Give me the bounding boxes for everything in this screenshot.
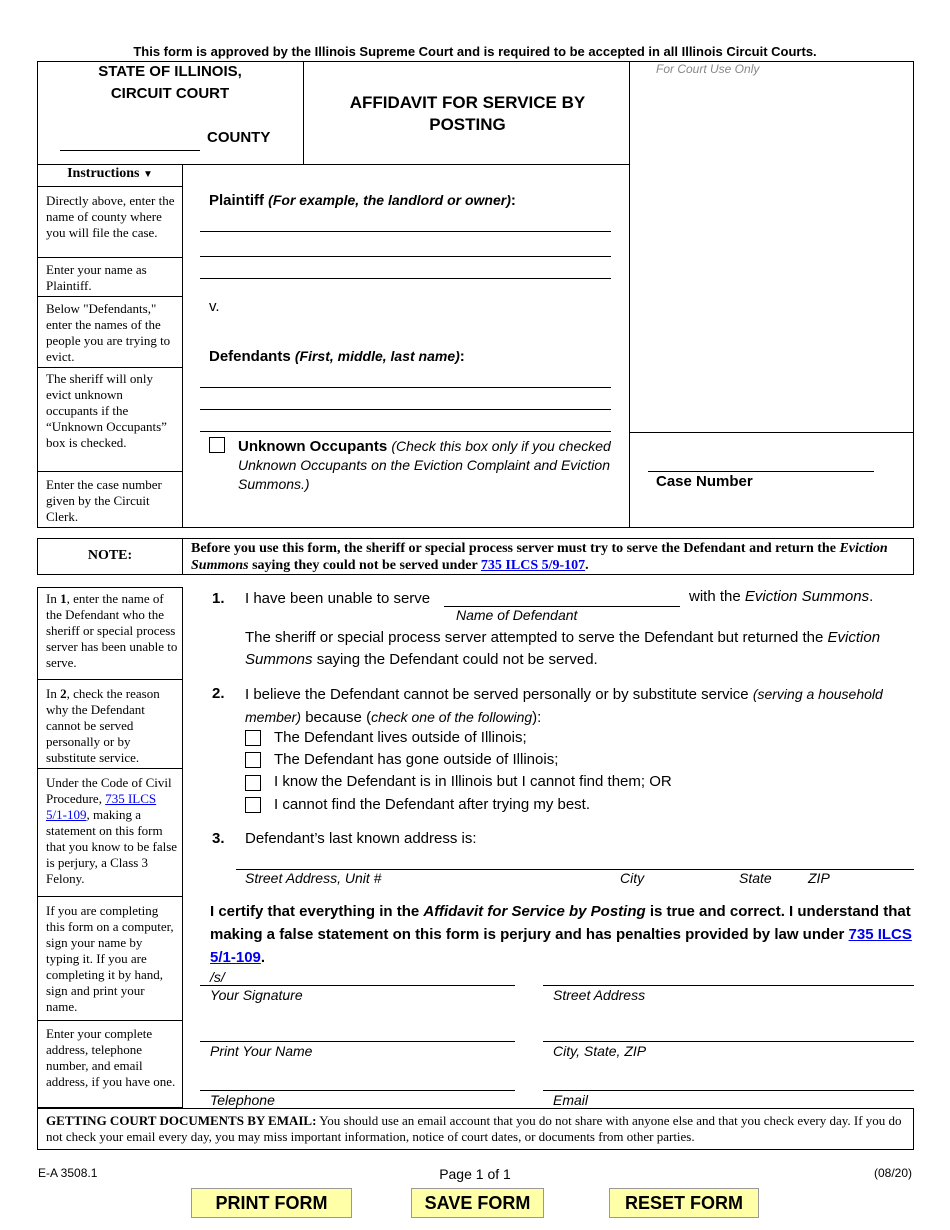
side-item-2: In 2, check the reason why the Defendant cannot be served personally or by substitute service. — [46, 686, 160, 765]
case-number-label: Case Number — [656, 473, 753, 490]
note-label: NOTE: — [87, 548, 133, 563]
plaintiff-heading: Plaintiff (For example, the landlord or owner): — [209, 192, 516, 209]
county-field[interactable] — [60, 150, 200, 151]
unknown-occupants-label: Unknown Occupants (Check this box only if you checked Unknown Occupants on the Eviction Complaint and Eviction Summons.) — [238, 438, 611, 492]
item1-paragraph: The sheriff or special process server attempted to serve the Defendant but returned the Eviction Summons saying the Defendant could not be served. — [245, 629, 881, 668]
option-cannot-find-checkbox[interactable] — [245, 797, 261, 813]
defendants-heading: Defendants (First, middle, last name): — [209, 348, 465, 365]
link-735-ilcs-5-9-107[interactable]: 735 ILCS 5/9-107 — [480, 558, 586, 573]
signature-field[interactable] — [200, 985, 515, 986]
item1-number: 1. — [212, 590, 225, 607]
certification-text: I certify that everything in the Affidavit for Service by Posting is true and correct. I understand that making a false statement on this form is perjury and has penalties provided by law under 735 ILCS 5/1-109. — [210, 903, 912, 966]
link-735-ilcs-5-1-109-certify[interactable]: 735 ILCS 5/1-109 — [210, 926, 912, 966]
your-signature-label: Your Signature — [210, 987, 303, 1003]
instruction-case-number: Enter the case number given by the Circuit Clerk. — [46, 477, 162, 524]
item3-text: Defendant’s last known address is: — [245, 830, 477, 847]
state-label: STATE OF ILLINOIS, — [98, 63, 242, 80]
court-label: CIRCUIT COURT — [110, 85, 230, 102]
side-item-4: If you are completing this form on a computer, sign your name by typing it. If you are completing it by hand, sign and print your name. — [46, 903, 174, 1014]
city-state-zip-field[interactable] — [543, 1041, 914, 1042]
street-address-field[interactable] — [543, 985, 914, 986]
case-number-field[interactable] — [648, 471, 874, 472]
form-title: AFFIDAVIT FOR SERVICE BY POSTING — [349, 93, 586, 134]
plaintiff-line-1[interactable] — [200, 231, 611, 232]
option-in-illinois-label: I know the Defendant is in Illinois but I cannot find them; OR — [274, 773, 672, 790]
option-lives-outside-checkbox[interactable] — [245, 730, 261, 746]
top-note: This form is approved by the Illinois Supreme Court and is required to be accepted in all Illinois Circuit Courts. — [133, 44, 817, 59]
plaintiff-line-3[interactable] — [200, 278, 611, 279]
defendants-line-3[interactable] — [200, 431, 611, 432]
defendants-line-2[interactable] — [200, 409, 611, 410]
instructions-toggle[interactable]: Instructions ▼ — [67, 166, 153, 181]
side-item-1: In 1, enter the name of the Defendant who the sheriff or special process server has been unable to serve. — [46, 591, 178, 670]
county-label: COUNTY — [207, 129, 271, 146]
print-name-label: Print Your Name — [210, 1043, 313, 1059]
item3-number: 3. — [212, 830, 225, 847]
side-item-5: Enter your complete address, telephone number, and email address, if you have one. — [46, 1026, 176, 1089]
option-in-illinois-checkbox[interactable] — [245, 775, 261, 791]
side-item-3: Under the Code of Civil Procedure, 735 ILCS 5/1-109, making a statement on this form that you know to be false is perjury, a Class 3 Felony. — [46, 775, 178, 886]
option-lives-outside-label: The Defendant lives outside of Illinois; — [274, 729, 527, 746]
email-notice-text: GETTING COURT DOCUMENTS BY EMAIL: You should use an email account that you do not share with anyone else and that you check every day. If you do not check your email every day, you may miss important information, notice of court dates, or documents from other parties. — [46, 1113, 902, 1144]
revision-date: (08/20) — [873, 1166, 912, 1180]
option-gone-outside-label: The Defendant has gone outside of Illinois; — [274, 751, 559, 768]
option-cannot-find-label: I cannot find the Defendant after trying my best. — [274, 796, 591, 813]
city-state-zip-label: City, State, ZIP — [553, 1043, 647, 1059]
item2-text: I believe the Defendant cannot be served personally or by substitute service (serving a household member) because (check one of the following): — [245, 686, 883, 726]
option-gone-outside-checkbox[interactable] — [245, 752, 261, 768]
city-label: City — [620, 870, 645, 886]
item1-after: with the Eviction Summons. — [689, 588, 874, 605]
defendant-name-label: Name of Defendant — [456, 607, 578, 623]
court-use-label: For Court Use Only — [656, 62, 760, 76]
triangle-down-icon: ▼ — [142, 169, 153, 180]
versus-label: v. — [209, 298, 220, 315]
telephone-label: Telephone — [210, 1092, 275, 1108]
print-form-button[interactable]: PRINT FORM — [191, 1188, 352, 1218]
link-735-ilcs-5-1-109-side[interactable]: 735 ILCS 5/1-109 — [46, 791, 157, 822]
print-name-field[interactable] — [200, 1041, 515, 1042]
instruction-county: Directly above, enter the name of county where you will file the case. — [46, 193, 175, 240]
street-address-label: Street Address — [553, 987, 646, 1003]
email-label: Email — [553, 1092, 589, 1108]
save-form-button[interactable]: SAVE FORM — [411, 1188, 544, 1218]
email-field[interactable] — [543, 1090, 914, 1091]
state-label-address: State — [739, 870, 772, 886]
item1-text: I have been unable to serve — [245, 590, 431, 607]
unknown-occupants-checkbox[interactable] — [209, 437, 225, 453]
instruction-unknown-occupants: The sheriff will only evict unknown occupants if the “Unknown Occupants” box is checked. — [46, 371, 167, 450]
instruction-defendants: Below "Defendants," enter the names of the people you are trying to evict. — [46, 301, 171, 364]
instruction-plaintiff: Enter your name as Plaintiff. — [46, 262, 147, 293]
plaintiff-line-2[interactable] — [200, 256, 611, 257]
page-number: Page 1 of 1 — [439, 1166, 511, 1182]
form-id: E-A 3508.1 — [38, 1166, 98, 1180]
note-text: Before you use this form, the sheriff or special process server must try to serve the Defendant and return the Eviction Summons saying they could not be served under 735 ILCS 5/9-107. — [191, 541, 888, 573]
zip-label: ZIP — [808, 870, 830, 886]
telephone-field[interactable] — [200, 1090, 515, 1091]
signature-value[interactable]: /s/ — [210, 969, 225, 985]
reset-form-button[interactable]: RESET FORM — [609, 1188, 759, 1218]
item2-number: 2. — [212, 685, 225, 702]
street-label: Street Address, Unit # — [245, 870, 382, 886]
defendants-line-1[interactable] — [200, 387, 611, 388]
